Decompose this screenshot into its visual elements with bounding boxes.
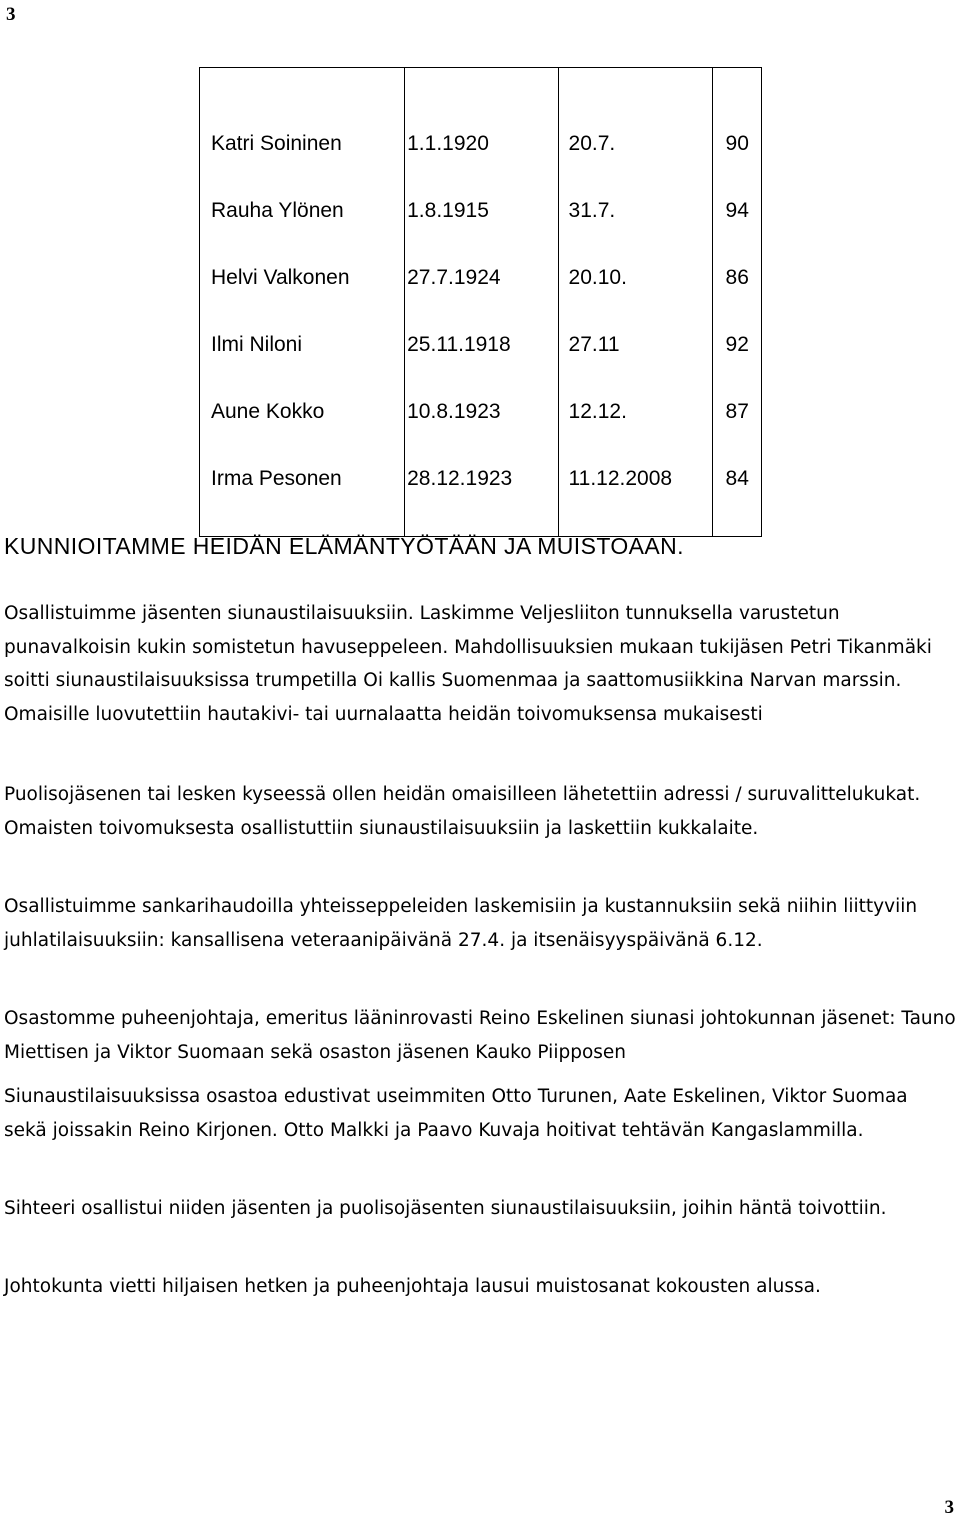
deceased-members-table [199,67,762,537]
age-cell: 86 [713,244,762,311]
age-cell: 87 [713,378,762,445]
age-cell: 92 [713,311,762,378]
birth-date-cell: 1.8.1915 [405,177,558,244]
table-row [200,68,762,178]
death-date-cell: 20.10. [558,244,713,311]
birth-date-cell: 1.1.1920 [405,68,558,178]
birth-date-cell: 25.11.1918 [405,311,558,378]
death-date-cell: 31.7. [558,177,713,244]
death-date-cell: 12.12. [558,378,713,445]
name-cell: Helvi Valkonen [200,244,405,311]
paragraph-secretary: Sihteeri osallistui niiden jäsenten ja puolisojäsenten siunaustilaisuuksiin, joihin häntä toivottiin. [4,1198,887,1219]
paragraph-funerals: Osallistuimme jäsenten siunaustilaisuuksiin. Laskimme Veljesliiton tunnuksella varustetun punavalkoisin kukin somistetun havuseppeleen. Mahdollisuuksien mukaan tukijäsen Petri Tikanmäki soitti siunaustilaisuuksissa trumpetilla Oi kallis Suomenmaa ja saattomusiikkina Narvan marssin. Omaisille luovutettiin hautakivi- tai uurnalaatta heidän toivomuksensa mukaisesti [4,603,932,725]
paragraph-board: Johtokunta vietti hiljaisen hetken ja puheenjohtaja lausui muistosanat kokousten alussa. [4,1276,821,1297]
name-cell: Aune Kokko [200,378,405,445]
table-row [200,177,762,244]
table-row [200,311,762,378]
birth-date-cell: 28.12.1923 [405,445,558,537]
name-cell: Katri Soininen [200,68,405,178]
table-row [200,244,762,311]
death-date-cell: 11.12.2008 [558,445,713,537]
paragraph-representatives: Siunaustilaisuuksissa osastoa edustivat useimmiten Otto Turunen, Aate Eskelinen, Viktor Suomaa sekä joissakin Reino Kirjonen. Otto Malkki ja Paavo Kuvaja hoitivat tehtävän Kangaslammilla. [4,1086,908,1141]
name-cell: Irma Pesonen [200,445,405,537]
paragraph-war-graves: Osallistuimme sankarihaudoilla yhteisseppeleiden laskemisiin ja kustannuksiin sekä niihin liittyviin juhlatilaisuuksiin: kansallisena veteraanipäivänä 27.4. ja itsenäisyyspäivänä 6.12. [4,896,918,951]
birth-date-cell: 10.8.1923 [405,378,558,445]
death-date-cell: 27.11 [558,311,713,378]
age-cell: 94 [713,177,762,244]
page-number-bottom: 3 [944,1497,954,1518]
paragraph-spouses: Puolisojäsenen tai lesken kyseessä ollen heidän omaisilleen lähetettiin adressi / suruvalittelukukat. Omaisten toivomuksesta osallistuttiin siunaustilaisuuksiin ja laskettiin kukkalaite. [4,784,921,839]
name-cell: Rauha Ylönen [200,177,405,244]
age-cell: 90 [713,68,762,178]
birth-date-cell: 27.7.1924 [405,244,558,311]
table-row [200,445,762,537]
table-row [200,378,762,445]
tribute-heading: KUNNIOITAMME HEIDÄN ELÄMÄNTYÖTÄÄN JA MUISTOAAN. [4,533,684,559]
death-date-cell: 20.7. [558,68,713,178]
age-cell: 84 [713,445,762,537]
paragraph-chairman: Osastomme puheenjohtaja, emeritus lääninrovasti Reino Eskelinen siunasi johtokunnan jäsenet: Tauno Miettisen ja Viktor Suomaan sekä osaston jäsenen Kauko Piipposen [4,1008,956,1063]
name-cell: Ilmi Niloni [200,311,405,378]
page-number-top: 3 [6,4,16,25]
